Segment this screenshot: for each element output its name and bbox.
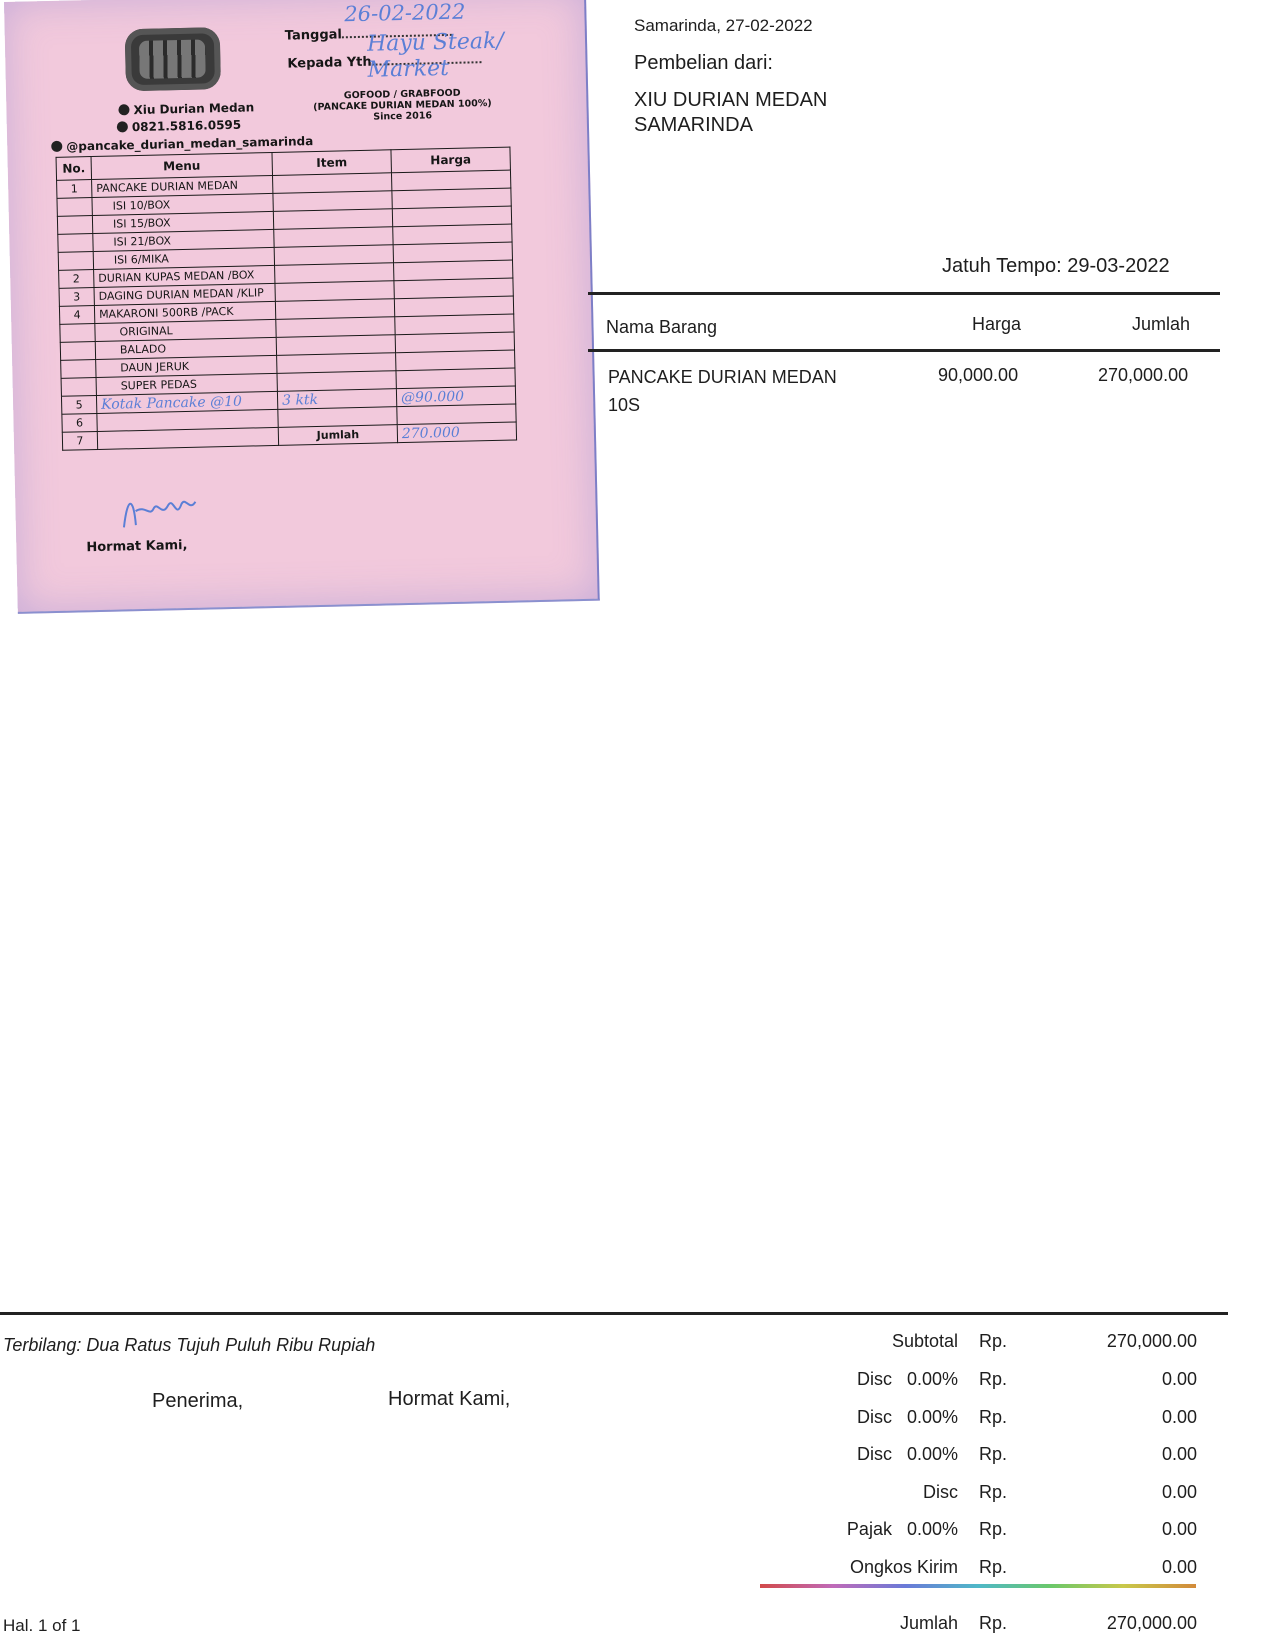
col-harga: Harga bbox=[972, 314, 1022, 334]
vendor-city: SAMARINDA bbox=[634, 114, 753, 136]
row-no: 2 bbox=[59, 270, 94, 289]
receipt-signature bbox=[115, 486, 206, 538]
instagram-icon bbox=[51, 141, 62, 152]
col-menu: Menu bbox=[91, 152, 272, 179]
currency: Rp. bbox=[979, 1557, 1008, 1577]
row-no bbox=[58, 252, 93, 271]
shop-logo-image bbox=[125, 27, 221, 91]
scanned-receipt bbox=[4, 0, 600, 614]
whatsapp-icon bbox=[117, 121, 128, 132]
table-top-rule bbox=[588, 292, 1220, 295]
shop-name-line bbox=[118, 100, 254, 117]
vendor-name: XIU DURIAN MEDAN bbox=[634, 89, 828, 111]
row-jumlah-label: Jumlah bbox=[278, 425, 397, 446]
page-number: Hal. 1 of 1 bbox=[3, 1616, 81, 1635]
row-menu: DURIAN KUPAS MEDAN /BOX bbox=[94, 265, 275, 287]
col-no: No. bbox=[56, 157, 92, 181]
totals-value: 270,000.00 bbox=[1106, 1331, 1197, 1351]
row-menu: ISI 15/BOX bbox=[92, 211, 273, 233]
row-menu bbox=[97, 427, 278, 449]
row-no bbox=[61, 360, 96, 379]
penerima-label: Penerima, bbox=[152, 1390, 244, 1412]
row-menu: ISI 6/MIKA bbox=[93, 247, 274, 269]
currency: Rp. bbox=[979, 1482, 1008, 1502]
shop-name: Xiu Durian Medan bbox=[133, 100, 255, 118]
hormat-kami-label: Hormat Kami, bbox=[388, 1388, 511, 1410]
row-no bbox=[60, 342, 95, 361]
terbilang: Terbilang: Dua Ratus Tujuh Puluh Ribu Rupiah bbox=[3, 1335, 376, 1355]
tanggal-label: Tanggal bbox=[284, 27, 343, 44]
totals-label: Disc bbox=[923, 1482, 958, 1502]
row-menu: ISI 21/BOX bbox=[93, 229, 274, 251]
row-jumlah-handwritten: 270.000 bbox=[397, 422, 516, 443]
tagline-line-2: (PANCAKE DURIAN MEDAN 100%) bbox=[313, 97, 492, 114]
currency: Rp. bbox=[979, 1369, 1008, 1389]
row-menu: BALADO bbox=[95, 337, 276, 359]
row-harga-handwritten: @90.000 bbox=[396, 386, 515, 407]
row-item-handwritten: 3 ktk bbox=[277, 389, 396, 410]
row-no bbox=[58, 234, 93, 253]
item-price: 90,000.00 bbox=[938, 365, 1019, 385]
row-menu: SUPER PEDAS bbox=[96, 373, 277, 395]
row-no: 6 bbox=[62, 413, 97, 432]
row-menu: PANCAKE DURIAN MEDAN bbox=[92, 175, 273, 197]
totals-value: 0.00 bbox=[1161, 1444, 1197, 1464]
totals-label: Subtotal bbox=[891, 1331, 958, 1351]
row-no bbox=[57, 198, 92, 217]
shop-phone: 0821.5816.0595 bbox=[131, 117, 242, 135]
grand-total-value: 270,000.00 bbox=[1106, 1613, 1197, 1633]
row-no bbox=[60, 324, 95, 343]
tanggal-handwritten: 26-02-2022 bbox=[344, 0, 466, 27]
row-menu: MAKARONI 500RB /PACK bbox=[94, 301, 275, 323]
phone-line bbox=[117, 118, 242, 135]
totals-value: 0.00 bbox=[1161, 1369, 1197, 1389]
shop-instagram: @pancake_durian_medan_samarinda bbox=[66, 134, 314, 154]
row-menu-handwritten: Kotak Pancake @10 bbox=[96, 391, 277, 413]
totals-label: Pajak 0.00% bbox=[846, 1519, 958, 1539]
currency: Rp. bbox=[979, 1613, 1008, 1633]
col-item: Item bbox=[272, 150, 391, 176]
table-header-rule bbox=[588, 349, 1220, 352]
item-name: PANCAKE DURIAN MEDAN bbox=[608, 367, 837, 387]
row-no: 4 bbox=[59, 306, 94, 325]
col-jumlah: Jumlah bbox=[1132, 314, 1191, 334]
row-no bbox=[61, 378, 96, 397]
row-no: 5 bbox=[61, 396, 96, 415]
item-name-line2: 10S bbox=[608, 395, 641, 415]
tagline-line-1: GOFOOD / GRABFOOD bbox=[343, 87, 461, 102]
totals-value: 0.00 bbox=[1161, 1557, 1197, 1577]
totals-value: 0.00 bbox=[1161, 1407, 1197, 1427]
receipt-hormat-kami: Hormat Kami, bbox=[86, 537, 188, 556]
kepada-label: Kepada Yth bbox=[287, 54, 372, 72]
facebook-icon bbox=[118, 104, 129, 115]
row-menu: DAGING DURIAN MEDAN /KLIP bbox=[94, 283, 275, 305]
footer-rule bbox=[0, 1312, 1228, 1315]
kepada-handwritten: Hayu Steak/ Market bbox=[366, 28, 504, 83]
col-nama-barang: Nama Barang bbox=[606, 317, 718, 337]
grand-total-label: Jumlah bbox=[899, 1613, 958, 1633]
currency: Rp. bbox=[979, 1331, 1008, 1351]
totals-label: Disc 0.00% bbox=[856, 1369, 958, 1389]
totals-label: Disc 0.00% bbox=[856, 1444, 958, 1464]
item-total: 270,000.00 bbox=[1098, 365, 1189, 385]
row-menu: DAUN JERUK bbox=[96, 355, 277, 377]
totals-value: 0.00 bbox=[1161, 1482, 1197, 1502]
receipt-menu-table bbox=[56, 147, 518, 451]
row-menu: ISI 10/BOX bbox=[92, 193, 273, 215]
tagline-line-3: Since 2016 bbox=[373, 110, 433, 123]
pembelian-label: Pembelian dari: bbox=[634, 52, 773, 74]
row-no bbox=[57, 216, 92, 235]
totals-divider bbox=[760, 1584, 1196, 1588]
due-date: Jatuh Tempo: 29-03-2022 bbox=[942, 255, 1170, 277]
currency: Rp. bbox=[979, 1407, 1008, 1427]
totals-label: Ongkos Kirim bbox=[849, 1557, 958, 1577]
tagline bbox=[302, 87, 503, 125]
currency: Rp. bbox=[979, 1444, 1008, 1464]
row-menu: ORIGINAL bbox=[95, 319, 276, 341]
row-no: 7 bbox=[62, 431, 97, 450]
row-no: 3 bbox=[59, 288, 94, 307]
city-date: Samarinda, 27-02-2022 bbox=[634, 16, 813, 35]
totals-label: Disc 0.00% bbox=[856, 1407, 958, 1427]
row-no: 1 bbox=[57, 180, 92, 199]
totals-value: 0.00 bbox=[1161, 1519, 1197, 1539]
col-harga: Harga bbox=[391, 147, 510, 173]
currency: Rp. bbox=[979, 1519, 1008, 1539]
